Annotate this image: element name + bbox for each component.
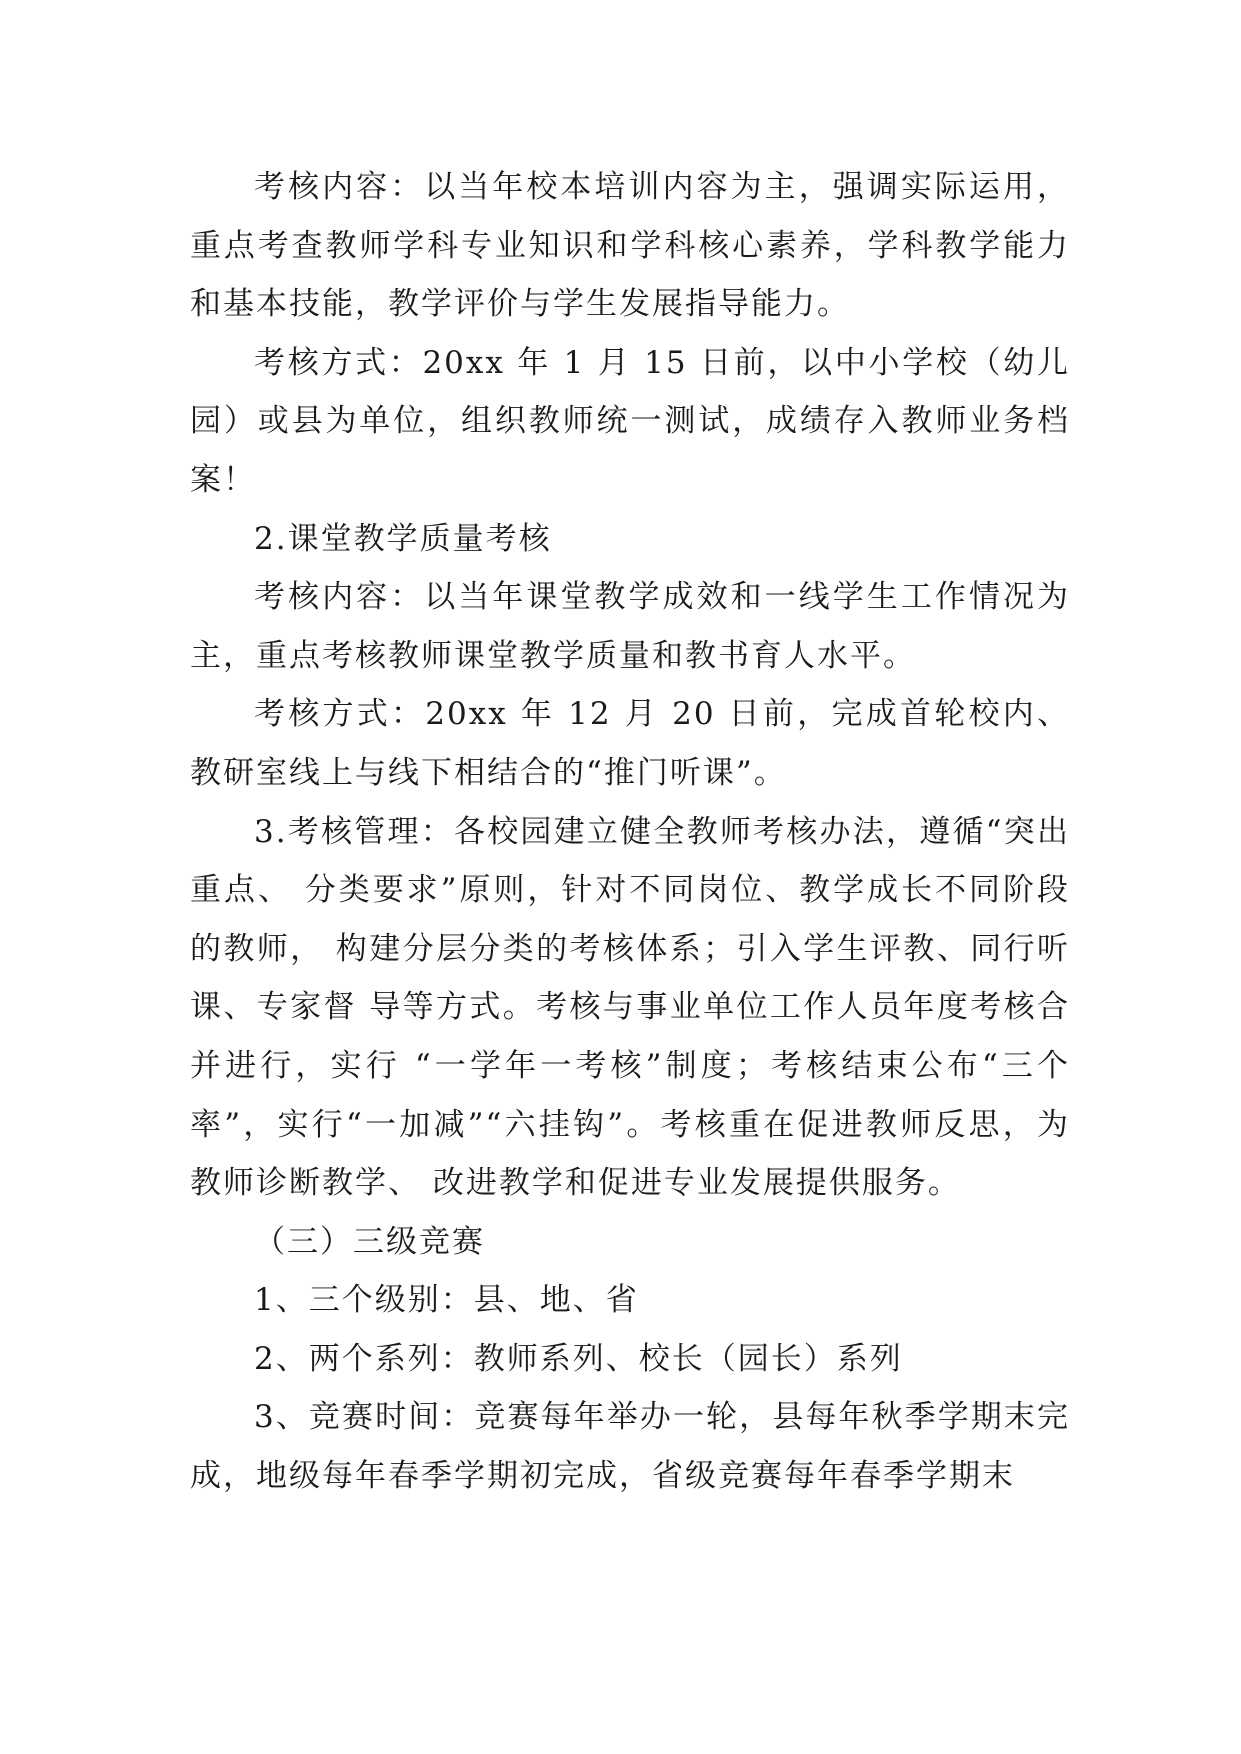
heading-classroom-quality: 2.课堂教学质量考核 [254,520,552,557]
list-item-series: 2、两个系列：教师系列、校长（园长）系列 [254,1340,903,1377]
paragraph-classroom-content: 考核内容：以当年课堂教学成效和一线学生工作情况为主，重点考核教师课堂教学质量和教书育人水平。 [190,579,1070,674]
list-item-levels: 1、三个级别：县、地、省 [254,1282,639,1319]
paragraph-assessment-method: 考核方式：20xx 年 1 月 15 日前，以中小学校（幼儿园）或县为单位，组织教师统一测试，成绩存入教师业务档案！ [190,344,1070,498]
paragraph-assessment-content: 考核内容：以当年校本培训内容为主，强调实际运用，重点考查教师学科专业知识和学科核心素养，学科教学能力和基本技能，教学评价与学生发展指导能力。 [190,169,1070,323]
list-item-competition-time: 3、竞赛时间：竞赛每年举办一轮，县每年秋季学期末完成，地级每年春季学期初完成，省级竞赛每年春季学期末 [190,1399,1070,1495]
paragraph-assessment-management: 3.考核管理：各校园建立健全教师考核办法，遵循“突出重点、 分类要求”原则，针对不同岗位、教学成长不同阶段的教师， 构建分层分类的考核体系；引入学生评教、同行听课、专家督 导等方式。考核与事业单位工作人员年度考核合并进行，实行 “一学年一考核”制度；考核结束公布“三个率”，实行“一加减”“六挂钩”。考核重在促进教师反思，为教师诊断教学、 改进教学和促进专业发展提供服务。 [190,813,1070,1202]
paragraph-classroom-method: 考核方式：20xx 年 12 月 20 日前，完成首轮校内、教研室线上与线下相结合的“推门听课”。 [190,696,1070,791]
heading-three-level-competition: （三）三级竞赛 [254,1223,485,1260]
document-body [190,158,1070,1506]
